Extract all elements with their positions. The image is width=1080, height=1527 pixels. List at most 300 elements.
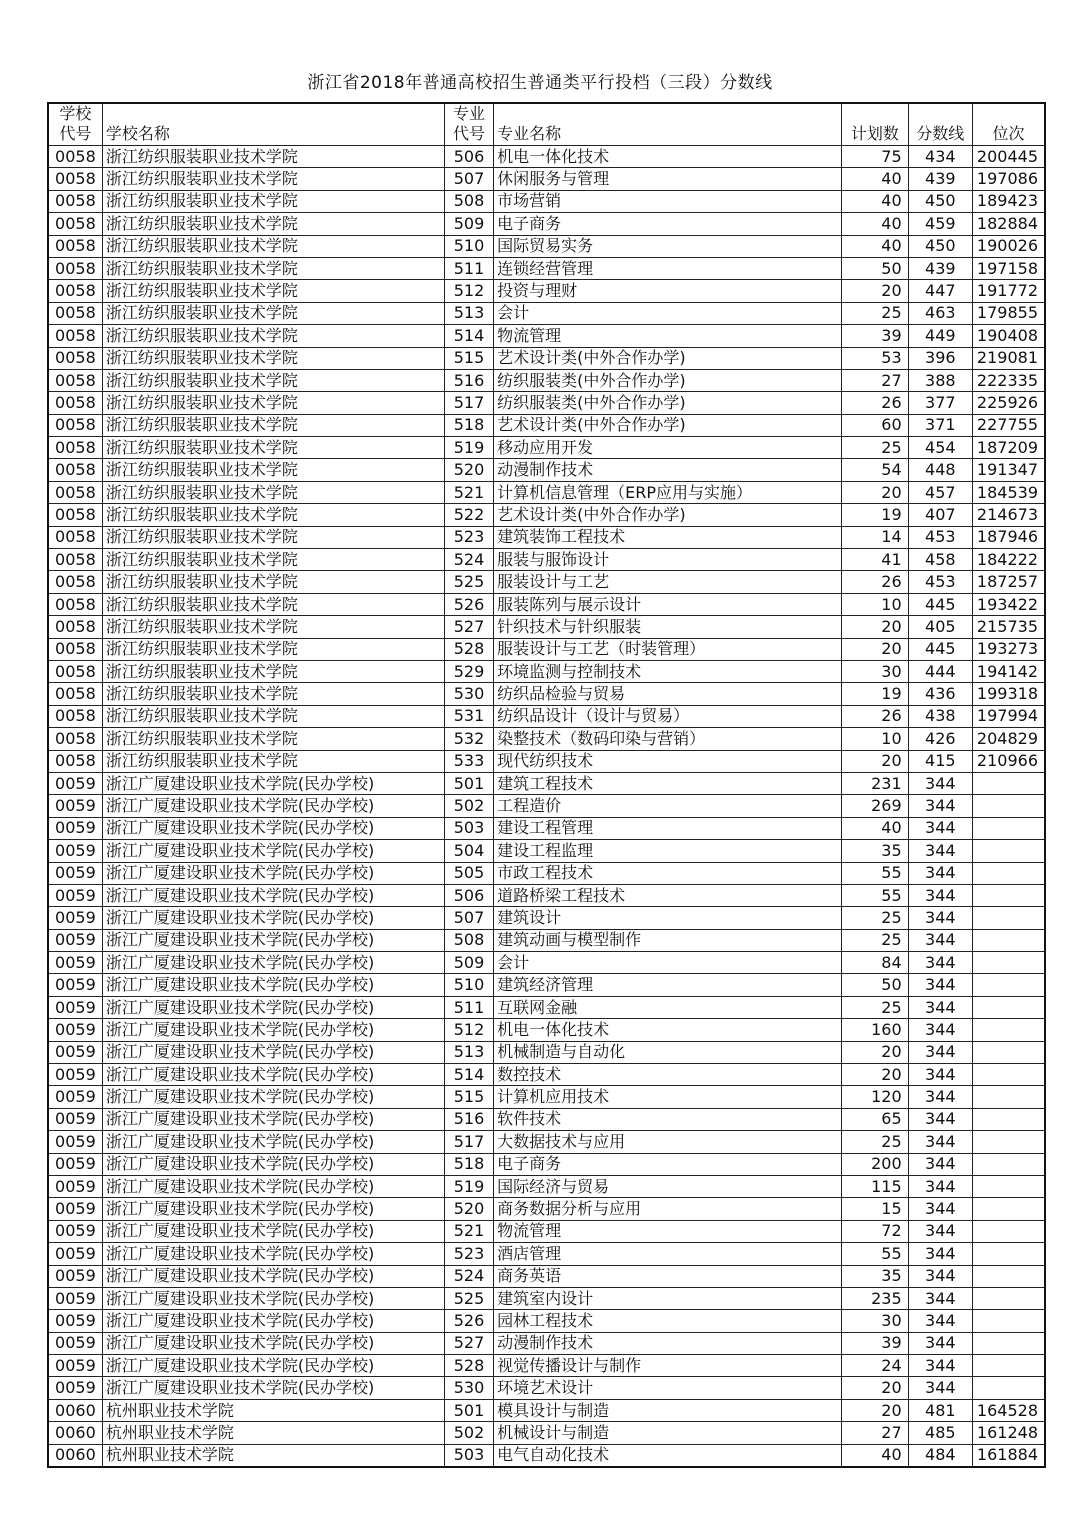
table-row — [48, 1287, 1045, 1309]
school-code-cell: 0059 — [48, 1086, 102, 1108]
page-title: 浙江省2018年普通高校招生普通类平行投档（三段）分数线 — [307, 73, 773, 93]
score-cell: 344 — [908, 952, 972, 974]
rank-cell: 191772 — [973, 280, 1046, 302]
table-row — [48, 1131, 1045, 1153]
major-code-cell: 512 — [444, 1019, 493, 1041]
rank-cell — [973, 929, 1046, 951]
major-name-cell: 纺织品检验与贸易 — [494, 683, 842, 705]
school-name-cell: 浙江纺织服装职业技术学院 — [102, 168, 444, 190]
header-major-code-line1: 专业 — [452, 104, 485, 123]
rank-cell: 200445 — [973, 146, 1046, 168]
table-row — [48, 952, 1045, 974]
plan-cell: 20 — [842, 1377, 908, 1399]
plan-cell: 75 — [842, 146, 908, 168]
major-name-cell: 纺织服装类(中外合作办学) — [494, 369, 842, 391]
header-major-code-line2: 代号 — [452, 124, 485, 143]
table-row — [48, 526, 1045, 548]
school-code-cell: 0058 — [48, 526, 102, 548]
header-rank: 位次 — [973, 103, 1046, 146]
rank-cell: 179855 — [973, 302, 1046, 324]
plan-cell: 20 — [842, 1399, 908, 1421]
major-code-cell: 510 — [444, 235, 493, 257]
major-name-cell: 动漫制作技术 — [494, 1332, 842, 1354]
score-cell: 454 — [908, 437, 972, 459]
table-row — [48, 1153, 1045, 1175]
score-cell: 344 — [908, 1108, 972, 1130]
school-name-cell: 浙江广厦建设职业技术学院(民办学校) — [102, 907, 444, 929]
table-row — [48, 1198, 1045, 1220]
rank-cell — [973, 1332, 1046, 1354]
major-code-cell: 526 — [444, 593, 493, 615]
school-code-cell: 0059 — [48, 1287, 102, 1309]
major-code-cell: 509 — [444, 952, 493, 974]
rank-cell: 194142 — [973, 660, 1046, 682]
rank-cell: 219081 — [973, 347, 1046, 369]
rank-cell: 215735 — [973, 616, 1046, 638]
school-name-cell: 浙江广厦建设职业技术学院(民办学校) — [102, 884, 444, 906]
rank-cell — [973, 1243, 1046, 1265]
score-cell: 450 — [908, 190, 972, 212]
school-code-cell: 0058 — [48, 190, 102, 212]
school-name-cell: 浙江纺织服装职业技术学院 — [102, 235, 444, 257]
rank-cell — [973, 1041, 1046, 1063]
rank-cell — [973, 817, 1046, 839]
score-cell: 344 — [908, 840, 972, 862]
school-code-cell: 0058 — [48, 257, 102, 279]
major-code-cell: 530 — [444, 1377, 493, 1399]
rank-cell: 214673 — [973, 504, 1046, 526]
major-name-cell: 计算机应用技术 — [494, 1086, 842, 1108]
rank-cell: 204829 — [973, 728, 1046, 750]
plan-cell: 20 — [842, 638, 908, 660]
school-name-cell: 浙江纺织服装职业技术学院 — [102, 683, 444, 705]
school-code-cell: 0059 — [48, 952, 102, 974]
school-code-cell: 0059 — [48, 862, 102, 884]
plan-cell: 20 — [842, 1064, 908, 1086]
score-cell: 436 — [908, 683, 972, 705]
table-row — [48, 392, 1045, 414]
rank-cell: 197086 — [973, 168, 1046, 190]
school-code-cell: 0058 — [48, 213, 102, 235]
school-name-cell: 浙江广厦建设职业技术学院(民办学校) — [102, 1108, 444, 1130]
score-cell: 459 — [908, 213, 972, 235]
rank-cell: 187257 — [973, 571, 1046, 593]
score-cell: 484 — [908, 1444, 972, 1467]
school-code-cell: 0058 — [48, 302, 102, 324]
school-name-cell: 浙江纺织服装职业技术学院 — [102, 705, 444, 727]
plan-cell: 231 — [842, 772, 908, 794]
school-code-cell: 0060 — [48, 1422, 102, 1444]
rank-cell — [973, 1198, 1046, 1220]
school-code-cell: 0058 — [48, 728, 102, 750]
school-code-cell: 0058 — [48, 549, 102, 571]
plan-cell: 25 — [842, 996, 908, 1018]
major-code-cell: 501 — [444, 1399, 493, 1421]
plan-cell: 160 — [842, 1019, 908, 1041]
table-row — [48, 616, 1045, 638]
score-cell: 458 — [908, 549, 972, 571]
school-code-cell: 0059 — [48, 1019, 102, 1041]
school-name-cell: 浙江纺织服装职业技术学院 — [102, 280, 444, 302]
table-row — [48, 257, 1045, 279]
major-name-cell: 服装设计与工艺 — [494, 571, 842, 593]
table-row — [48, 683, 1045, 705]
school-name-cell: 浙江纺织服装职业技术学院 — [102, 616, 444, 638]
school-code-cell: 0058 — [48, 504, 102, 526]
plan-cell: 40 — [842, 190, 908, 212]
major-name-cell: 连锁经营管理 — [494, 257, 842, 279]
rank-cell — [973, 795, 1046, 817]
major-code-cell: 515 — [444, 1086, 493, 1108]
table-row — [48, 325, 1045, 347]
major-code-cell: 530 — [444, 683, 493, 705]
plan-cell: 35 — [842, 840, 908, 862]
rank-cell — [973, 862, 1046, 884]
rank-cell: 164528 — [973, 1399, 1046, 1421]
rank-cell — [973, 952, 1046, 974]
major-name-cell: 建筑室内设计 — [494, 1287, 842, 1309]
major-name-cell: 建筑工程技术 — [494, 772, 842, 794]
school-code-cell: 0058 — [48, 571, 102, 593]
plan-cell: 55 — [842, 884, 908, 906]
school-name-cell: 浙江广厦建设职业技术学院(民办学校) — [102, 996, 444, 1018]
rank-cell: 199318 — [973, 683, 1046, 705]
table-row — [48, 213, 1045, 235]
table-row — [48, 1377, 1045, 1399]
header-school-code — [48, 103, 102, 146]
table-row — [48, 907, 1045, 929]
major-code-cell: 507 — [444, 907, 493, 929]
score-cell: 450 — [908, 235, 972, 257]
plan-cell: 26 — [842, 392, 908, 414]
major-name-cell: 机械设计与制造 — [494, 1422, 842, 1444]
major-code-cell: 502 — [444, 795, 493, 817]
plan-cell: 20 — [842, 616, 908, 638]
plan-cell: 25 — [842, 437, 908, 459]
rank-cell — [973, 996, 1046, 1018]
rank-cell — [973, 1108, 1046, 1130]
school-name-cell: 浙江广厦建设职业技术学院(民办学校) — [102, 1310, 444, 1332]
major-code-cell: 516 — [444, 369, 493, 391]
school-code-cell: 0059 — [48, 974, 102, 996]
school-name-cell: 浙江广厦建设职业技术学院(民办学校) — [102, 862, 444, 884]
score-cell: 344 — [908, 795, 972, 817]
score-cell: 344 — [908, 1153, 972, 1175]
major-name-cell: 商务英语 — [494, 1265, 842, 1287]
table-row — [48, 168, 1045, 190]
score-cell: 453 — [908, 526, 972, 548]
table-row — [48, 1243, 1045, 1265]
plan-cell: 65 — [842, 1108, 908, 1130]
plan-cell: 24 — [842, 1355, 908, 1377]
major-name-cell: 电气自动化技术 — [494, 1444, 842, 1467]
table-row — [48, 190, 1045, 212]
school-name-cell: 浙江广厦建设职业技术学院(民办学校) — [102, 1198, 444, 1220]
major-name-cell: 国际经济与贸易 — [494, 1175, 842, 1197]
school-name-cell: 浙江广厦建设职业技术学院(民办学校) — [102, 1175, 444, 1197]
table-row — [48, 1175, 1045, 1197]
rank-cell: 227755 — [973, 414, 1046, 436]
major-name-cell: 电子商务 — [494, 1153, 842, 1175]
school-code-cell: 0058 — [48, 414, 102, 436]
table-row — [48, 795, 1045, 817]
school-code-cell: 0058 — [48, 750, 102, 772]
major-code-cell: 522 — [444, 504, 493, 526]
school-code-cell: 0059 — [48, 907, 102, 929]
school-code-cell: 0058 — [48, 280, 102, 302]
table-row — [48, 1399, 1045, 1421]
plan-cell: 26 — [842, 705, 908, 727]
rank-cell: 190026 — [973, 235, 1046, 257]
school-name-cell: 浙江广厦建设职业技术学院(民办学校) — [102, 817, 444, 839]
plan-cell: 20 — [842, 1041, 908, 1063]
major-code-cell: 516 — [444, 1108, 493, 1130]
major-code-cell: 528 — [444, 638, 493, 660]
major-name-cell: 建筑设计 — [494, 907, 842, 929]
score-cell: 448 — [908, 459, 972, 481]
major-code-cell: 518 — [444, 414, 493, 436]
school-name-cell: 浙江广厦建设职业技术学院(民办学校) — [102, 1153, 444, 1175]
major-code-cell: 509 — [444, 213, 493, 235]
table-row — [48, 1220, 1045, 1242]
plan-cell: 20 — [842, 750, 908, 772]
plan-cell: 235 — [842, 1287, 908, 1309]
school-name-cell: 浙江广厦建设职业技术学院(民办学校) — [102, 1265, 444, 1287]
table-row — [48, 1332, 1045, 1354]
plan-cell: 50 — [842, 257, 908, 279]
school-code-cell: 0058 — [48, 616, 102, 638]
school-code-cell: 0059 — [48, 1175, 102, 1197]
plan-cell: 39 — [842, 1332, 908, 1354]
school-name-cell: 浙江广厦建设职业技术学院(民办学校) — [102, 1220, 444, 1242]
major-code-cell: 529 — [444, 660, 493, 682]
major-code-cell: 501 — [444, 772, 493, 794]
major-name-cell: 园林工程技术 — [494, 1310, 842, 1332]
rank-cell: 197158 — [973, 257, 1046, 279]
plan-cell: 27 — [842, 369, 908, 391]
major-code-cell: 519 — [444, 1175, 493, 1197]
rank-cell — [973, 1019, 1046, 1041]
plan-cell: 30 — [842, 660, 908, 682]
school-code-cell: 0058 — [48, 437, 102, 459]
school-name-cell: 浙江纺织服装职业技术学院 — [102, 437, 444, 459]
plan-cell: 15 — [842, 1198, 908, 1220]
school-name-cell: 浙江广厦建设职业技术学院(民办学校) — [102, 840, 444, 862]
major-name-cell: 服装陈列与展示设计 — [494, 593, 842, 615]
major-code-cell: 531 — [444, 705, 493, 727]
school-name-cell: 浙江广厦建设职业技术学院(民办学校) — [102, 952, 444, 974]
rank-cell: 193422 — [973, 593, 1046, 615]
rank-cell: 161884 — [973, 1444, 1046, 1467]
score-cell: 453 — [908, 571, 972, 593]
plan-cell: 60 — [842, 414, 908, 436]
school-code-cell: 0058 — [48, 235, 102, 257]
table-body — [48, 146, 1045, 1468]
school-name-cell: 浙江纺织服装职业技术学院 — [102, 728, 444, 750]
table-row — [48, 280, 1045, 302]
table-row — [48, 593, 1045, 615]
score-cell: 344 — [908, 996, 972, 1018]
major-name-cell: 会计 — [494, 952, 842, 974]
score-cell: 457 — [908, 481, 972, 503]
rank-cell — [973, 1131, 1046, 1153]
school-name-cell: 浙江纺织服装职业技术学院 — [102, 660, 444, 682]
school-code-cell: 0059 — [48, 772, 102, 794]
major-name-cell: 机械制造与自动化 — [494, 1041, 842, 1063]
major-code-cell: 523 — [444, 526, 493, 548]
school-name-cell: 浙江纺织服装职业技术学院 — [102, 146, 444, 168]
school-code-cell: 0059 — [48, 1108, 102, 1130]
major-name-cell: 建设工程监理 — [494, 840, 842, 862]
table-row — [48, 369, 1045, 391]
school-code-cell: 0059 — [48, 1310, 102, 1332]
school-name-cell: 浙江纺织服装职业技术学院 — [102, 369, 444, 391]
score-cell: 388 — [908, 369, 972, 391]
major-code-cell: 513 — [444, 1041, 493, 1063]
school-name-cell: 杭州职业技术学院 — [102, 1444, 444, 1467]
major-code-cell: 513 — [444, 302, 493, 324]
school-name-cell: 浙江广厦建设职业技术学院(民办学校) — [102, 1287, 444, 1309]
score-cell: 396 — [908, 347, 972, 369]
school-name-cell: 浙江纺织服装职业技术学院 — [102, 750, 444, 772]
school-name-cell: 浙江广厦建设职业技术学院(民办学校) — [102, 1377, 444, 1399]
score-table — [47, 102, 1046, 1468]
table-row — [48, 862, 1045, 884]
major-code-cell: 521 — [444, 481, 493, 503]
major-name-cell: 建筑装饰工程技术 — [494, 526, 842, 548]
major-name-cell: 数控技术 — [494, 1064, 842, 1086]
school-code-cell: 0058 — [48, 660, 102, 682]
plan-cell: 19 — [842, 504, 908, 526]
score-cell: 344 — [908, 1064, 972, 1086]
major-name-cell: 机电一体化技术 — [494, 146, 842, 168]
school-code-cell: 0059 — [48, 840, 102, 862]
school-name-cell: 浙江纺织服装职业技术学院 — [102, 213, 444, 235]
score-cell: 415 — [908, 750, 972, 772]
major-name-cell: 机电一体化技术 — [494, 1019, 842, 1041]
score-cell: 407 — [908, 504, 972, 526]
school-name-cell: 浙江广厦建设职业技术学院(民办学校) — [102, 1086, 444, 1108]
major-name-cell: 建筑经济管理 — [494, 974, 842, 996]
plan-cell: 53 — [842, 347, 908, 369]
rank-cell: 187946 — [973, 526, 1046, 548]
score-cell: 344 — [908, 974, 972, 996]
major-name-cell: 建筑动画与模型制作 — [494, 929, 842, 951]
rank-cell: 182884 — [973, 213, 1046, 235]
score-cell: 344 — [908, 862, 972, 884]
plan-cell: 35 — [842, 1265, 908, 1287]
major-code-cell: 517 — [444, 392, 493, 414]
school-code-cell: 0058 — [48, 347, 102, 369]
table-row — [48, 884, 1045, 906]
major-name-cell: 视觉传播设计与制作 — [494, 1355, 842, 1377]
header-major-name: 专业名称 — [494, 103, 842, 146]
table-row — [48, 504, 1045, 526]
major-name-cell: 互联网金融 — [494, 996, 842, 1018]
major-code-cell: 503 — [444, 1444, 493, 1467]
rank-cell: 197994 — [973, 705, 1046, 727]
table-row — [48, 1355, 1045, 1377]
major-name-cell: 市场营销 — [494, 190, 842, 212]
major-name-cell: 服装与服饰设计 — [494, 549, 842, 571]
table-row — [48, 1422, 1045, 1444]
school-code-cell: 0059 — [48, 1355, 102, 1377]
major-code-cell: 528 — [444, 1355, 493, 1377]
rank-cell: 222335 — [973, 369, 1046, 391]
table-row — [48, 414, 1045, 436]
table-row — [48, 1265, 1045, 1287]
rank-cell: 184222 — [973, 549, 1046, 571]
school-name-cell: 浙江纺织服装职业技术学院 — [102, 325, 444, 347]
major-name-cell: 现代纺织技术 — [494, 750, 842, 772]
major-code-cell: 511 — [444, 257, 493, 279]
score-cell: 377 — [908, 392, 972, 414]
school-code-cell: 0058 — [48, 392, 102, 414]
school-name-cell: 浙江纺织服装职业技术学院 — [102, 526, 444, 548]
plan-cell: 10 — [842, 728, 908, 750]
plan-cell: 120 — [842, 1086, 908, 1108]
school-name-cell: 浙江广厦建设职业技术学院(民办学校) — [102, 772, 444, 794]
score-cell: 344 — [908, 817, 972, 839]
rank-cell — [973, 772, 1046, 794]
score-cell: 344 — [908, 1019, 972, 1041]
school-code-cell: 0059 — [48, 1198, 102, 1220]
rank-cell — [973, 840, 1046, 862]
table-row — [48, 705, 1045, 727]
school-name-cell: 浙江纺织服装职业技术学院 — [102, 459, 444, 481]
plan-cell: 269 — [842, 795, 908, 817]
score-cell: 445 — [908, 638, 972, 660]
table-row — [48, 1019, 1045, 1041]
major-code-cell: 506 — [444, 146, 493, 168]
plan-cell: 54 — [842, 459, 908, 481]
major-code-cell: 517 — [444, 1131, 493, 1153]
score-cell: 344 — [908, 907, 972, 929]
major-code-cell: 524 — [444, 549, 493, 571]
major-code-cell: 524 — [444, 1265, 493, 1287]
score-cell: 463 — [908, 302, 972, 324]
plan-cell: 200 — [842, 1153, 908, 1175]
table-row — [48, 1310, 1045, 1332]
major-name-cell: 电子商务 — [494, 213, 842, 235]
major-code-cell: 533 — [444, 750, 493, 772]
major-name-cell: 市政工程技术 — [494, 862, 842, 884]
plan-cell: 72 — [842, 1220, 908, 1242]
rank-cell — [973, 1310, 1046, 1332]
rank-cell: 210966 — [973, 750, 1046, 772]
major-name-cell: 物流管理 — [494, 325, 842, 347]
plan-cell: 30 — [842, 1310, 908, 1332]
plan-cell: 27 — [842, 1422, 908, 1444]
table-row — [48, 996, 1045, 1018]
table-row — [48, 1064, 1045, 1086]
school-name-cell: 浙江广厦建设职业技术学院(民办学校) — [102, 1355, 444, 1377]
rank-cell — [973, 884, 1046, 906]
major-code-cell: 520 — [444, 459, 493, 481]
school-code-cell: 0058 — [48, 168, 102, 190]
score-cell: 344 — [908, 1310, 972, 1332]
major-code-cell: 507 — [444, 168, 493, 190]
rank-cell: 191347 — [973, 459, 1046, 481]
major-name-cell: 艺术设计类(中外合作办学) — [494, 414, 842, 436]
table-row — [48, 347, 1045, 369]
score-cell: 447 — [908, 280, 972, 302]
score-cell: 481 — [908, 1399, 972, 1421]
rank-cell — [973, 1287, 1046, 1309]
plan-cell: 25 — [842, 302, 908, 324]
major-name-cell: 针织技术与针织服装 — [494, 616, 842, 638]
plan-cell: 115 — [842, 1175, 908, 1197]
